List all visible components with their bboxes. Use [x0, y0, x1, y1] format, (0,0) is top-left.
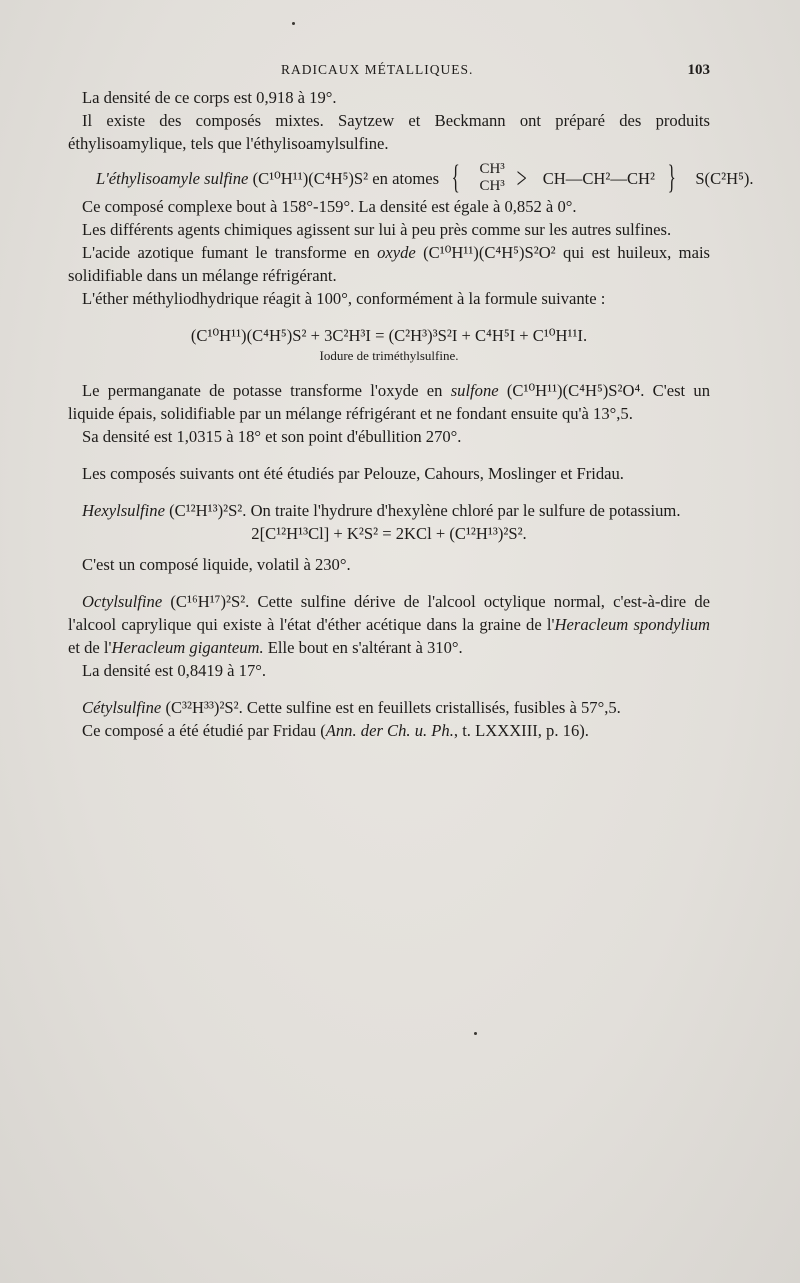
- text-run: (C¹⁶H¹⁷)²S². Cette sulfine dérive de l'alcool octylique normal, c'est-à-dire de l'alcool caprylique qui existe à l'état d'éther acétique dans la graine de l': [68, 592, 710, 634]
- compound-octylsulfine: Octylsulfine: [82, 592, 163, 611]
- paragraph-hexylsulfine: [68, 499, 710, 522]
- left-brace: {: [451, 159, 460, 196]
- methyl-top: CH³: [479, 161, 505, 177]
- equation-methyl-iodide: (C¹⁰H¹¹)(C⁴H⁵)S² + 3C²H³I = (C²H³)³S²I + C⁴H⁵I + C¹⁰H¹¹I.: [190, 326, 588, 345]
- sulfur-group: S(C²H⁵).: [695, 168, 754, 188]
- paper-speck: [474, 1032, 477, 1035]
- branch-chevron: >: [516, 161, 527, 195]
- species-heracleum-spondylium: Heracleum spondylium: [554, 615, 710, 634]
- compound-cetylsulfine: Cétylsulfine: [82, 698, 162, 717]
- text-run: Elle bout en s'altérant à 310°.: [267, 638, 463, 657]
- carbon-chain: CH—CH²—CH²: [542, 168, 655, 188]
- paragraph-volatile: C'est un composé liquide, volatil à 230°.: [82, 555, 351, 574]
- paragraph-methyl-iodide: L'éther méthyliodhydrique réagit à 100°, conformément à la formule suivante :: [82, 289, 606, 308]
- paragraph-ethylisoamyl-structure: [68, 159, 754, 196]
- text-run: Ce composé a été étudié par Fridau (: [82, 721, 326, 740]
- paragraph-boiling-point: Ce composé complexe bout à 158°-159°. La densité est égale à 0,852 à 0°.: [82, 197, 577, 216]
- paragraph-octyl-density: La densité est 0,8419 à 17°.: [82, 661, 267, 680]
- text-run: (C¹²H¹³)²S². On traite l'hydrure d'hexylène chloré par le sulfure de potassium.: [169, 501, 681, 520]
- paragraph-mixed-compounds: Il existe des composés mixtes. Saytzew et Beckmann ont préparé des produits éthylisoamylique, tels que l'éthylisoamylsulfine.: [68, 111, 710, 153]
- text-run: L'acide azotique fumant le transforme en: [82, 243, 370, 262]
- compound-hexylsulfine: Hexylsulfine: [82, 501, 165, 520]
- paragraph-authors: Les composés suivants ont été étudiés par Pelouze, Cahours, Moslinger et Fridau.: [82, 464, 624, 483]
- equation-caption: Iodure de triméthylsulfine.: [319, 348, 459, 363]
- running-header: [68, 62, 710, 82]
- running-title: RADICAUX MÉTALLIQUES.: [281, 62, 474, 77]
- equation-hexylsulfine: 2[C¹²H¹³Cl] + K²S² = 2KCl + (C¹²H¹³)²S².: [251, 524, 527, 543]
- paragraph-cetylsulfine: [68, 696, 710, 719]
- methyl-stack: [465, 161, 504, 195]
- text-run: (C¹⁰H¹¹)(C⁴H⁵)S²O⁴. C'est un liquide épais, solidifiable par un mélange réfrigérant et ne fondant ensuite qu'à 13°,5.: [68, 381, 711, 423]
- text-run: Le permanganate de potasse transforme l'oxyde en: [82, 381, 443, 400]
- paragraph-nitric-acid: [68, 241, 710, 287]
- paragraph-chemical-agents: Les différents agents chimiques agissent sur lui à peu près comme sur les autres sulfines.: [82, 220, 672, 239]
- paper-speck: [292, 22, 295, 25]
- text-run: (C¹⁰H¹¹)(C⁴H⁵)S²O² qui est huileux, mais solidifiable dans un mélange réfrigérant.: [68, 243, 711, 285]
- species-heracleum-giganteum: Heracleum giganteum.: [111, 638, 264, 657]
- paragraph-density: La densité de ce corps est 0,918 à 19°.: [82, 88, 337, 107]
- text-run: (C³²H³³)²S². Cette sulfine est en feuillets cristallisés, fusibles à 57°,5.: [165, 698, 621, 717]
- journal-title: Ann. der Ch. u. Ph.: [325, 721, 454, 740]
- compound-formula: (C¹⁰H¹¹)(C⁴H⁵)S² en atomes: [252, 168, 440, 188]
- page-body: [68, 86, 754, 742]
- methyl-bottom: CH³: [479, 178, 505, 194]
- paragraph-octylsulfine: [68, 590, 710, 659]
- right-brace: }: [667, 159, 676, 196]
- paragraph-reference: [68, 719, 710, 742]
- paragraph-permanganate: [68, 379, 710, 425]
- text-run: et de l': [68, 638, 112, 657]
- text-run: , t. LXXXIII, p. 16).: [453, 721, 589, 740]
- page-number: 103: [687, 62, 710, 78]
- term-sulfone: sulfone: [450, 381, 499, 400]
- compound-name: L'éthylisoamyle sulfine: [96, 168, 249, 188]
- paragraph-sulfone-density: Sa densité est 1,0315 à 18° et son point d'ébullition 270°.: [82, 427, 462, 446]
- term-oxyde: oxyde: [377, 243, 416, 262]
